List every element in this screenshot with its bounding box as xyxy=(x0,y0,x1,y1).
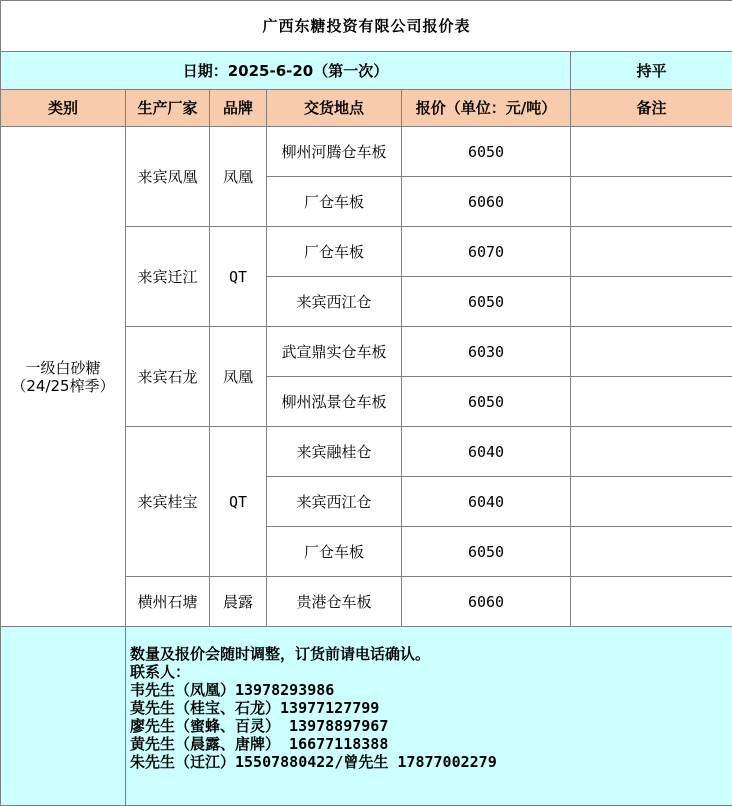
brand-cell: 凤凰 xyxy=(210,127,267,227)
location-cell: 厂仓车板 xyxy=(267,177,402,227)
brand-cell: QT xyxy=(210,227,267,327)
location-cell: 来宾西江仓 xyxy=(267,477,402,527)
note-line: 韦先生（凤凰）13978293986 xyxy=(130,681,732,699)
remark-cell xyxy=(571,477,732,527)
price-cell: 6060 xyxy=(402,577,571,627)
remark-cell xyxy=(571,577,732,627)
note-line: 廖先生（蜜蜂、百灵） 13978897967 xyxy=(130,717,732,735)
factory-cell: 来宾凤凰 xyxy=(126,127,210,227)
location-cell: 贵港仓车板 xyxy=(267,577,402,627)
price-cell: 6070 xyxy=(402,227,571,277)
price-cell: 6050 xyxy=(402,377,571,427)
price-cell: 6040 xyxy=(402,477,571,527)
price-cell: 6040 xyxy=(402,427,571,477)
note-line: 联系人： xyxy=(130,663,732,681)
remark-cell xyxy=(571,227,732,277)
header-location: 交货地点 xyxy=(267,90,402,127)
category-name: 一级白砂糖 xyxy=(1,359,125,377)
remark-cell xyxy=(571,427,732,477)
location-cell: 柳州河腾仓车板 xyxy=(267,127,402,177)
table-row xyxy=(1,127,732,177)
note-line: 数量及报价会随时调整，订货前请电话确认。 xyxy=(130,645,732,663)
location-cell: 柳州泓景仓车板 xyxy=(267,377,402,427)
location-cell: 来宾融桂仓 xyxy=(267,427,402,477)
location-cell: 来宾西江仓 xyxy=(267,277,402,327)
price-cell: 6060 xyxy=(402,177,571,227)
header-factory: 生产厂家 xyxy=(126,90,210,127)
price-cell: 6050 xyxy=(402,277,571,327)
remark-cell xyxy=(571,177,732,227)
location-cell: 厂仓车板 xyxy=(267,227,402,277)
category-cell xyxy=(1,127,126,627)
price-cell: 6030 xyxy=(402,327,571,377)
brand-cell: 凤凰 xyxy=(210,327,267,427)
note-line: 黄先生（晨露、唐牌） 16677118388 xyxy=(130,735,732,753)
brand-cell: QT xyxy=(210,427,267,577)
notes-row xyxy=(1,627,732,806)
factory-cell: 来宾迁江 xyxy=(126,227,210,327)
date-label: 日期：2025-6-20（第一次） xyxy=(1,52,571,90)
factory-cell: 横州石塘 xyxy=(126,577,210,627)
note-line: 朱先生（迁江）15507880422/曾先生 17877002279 xyxy=(130,753,732,771)
remark-cell xyxy=(571,277,732,327)
header-price: 报价（单位：元/吨） xyxy=(402,90,571,127)
note-line: 莫先生（桂宝、石龙）13977127799 xyxy=(130,699,732,717)
brand-cell: 晨露 xyxy=(210,577,267,627)
header-category: 类别 xyxy=(1,90,126,127)
remark-cell xyxy=(571,127,732,177)
remark-cell xyxy=(571,527,732,577)
remark-cell xyxy=(571,327,732,377)
header-brand: 品牌 xyxy=(210,90,267,127)
price-cell: 6050 xyxy=(402,127,571,177)
location-cell: 武宣鼎实仓车板 xyxy=(267,327,402,377)
price-cell: 6050 xyxy=(402,527,571,577)
page-title: 广西东糖投资有限公司报价表 xyxy=(1,1,732,52)
factory-cell: 来宾桂宝 xyxy=(126,427,210,577)
trend-label: 持平 xyxy=(571,52,732,90)
notes-cell xyxy=(126,627,732,806)
location-cell: 厂仓车板 xyxy=(267,527,402,577)
factory-cell: 来宾石龙 xyxy=(126,327,210,427)
header-remark: 备注 xyxy=(571,90,732,127)
category-season: （24/25榨季） xyxy=(1,377,125,395)
notes-spacer xyxy=(1,627,126,806)
remark-cell xyxy=(571,377,732,427)
